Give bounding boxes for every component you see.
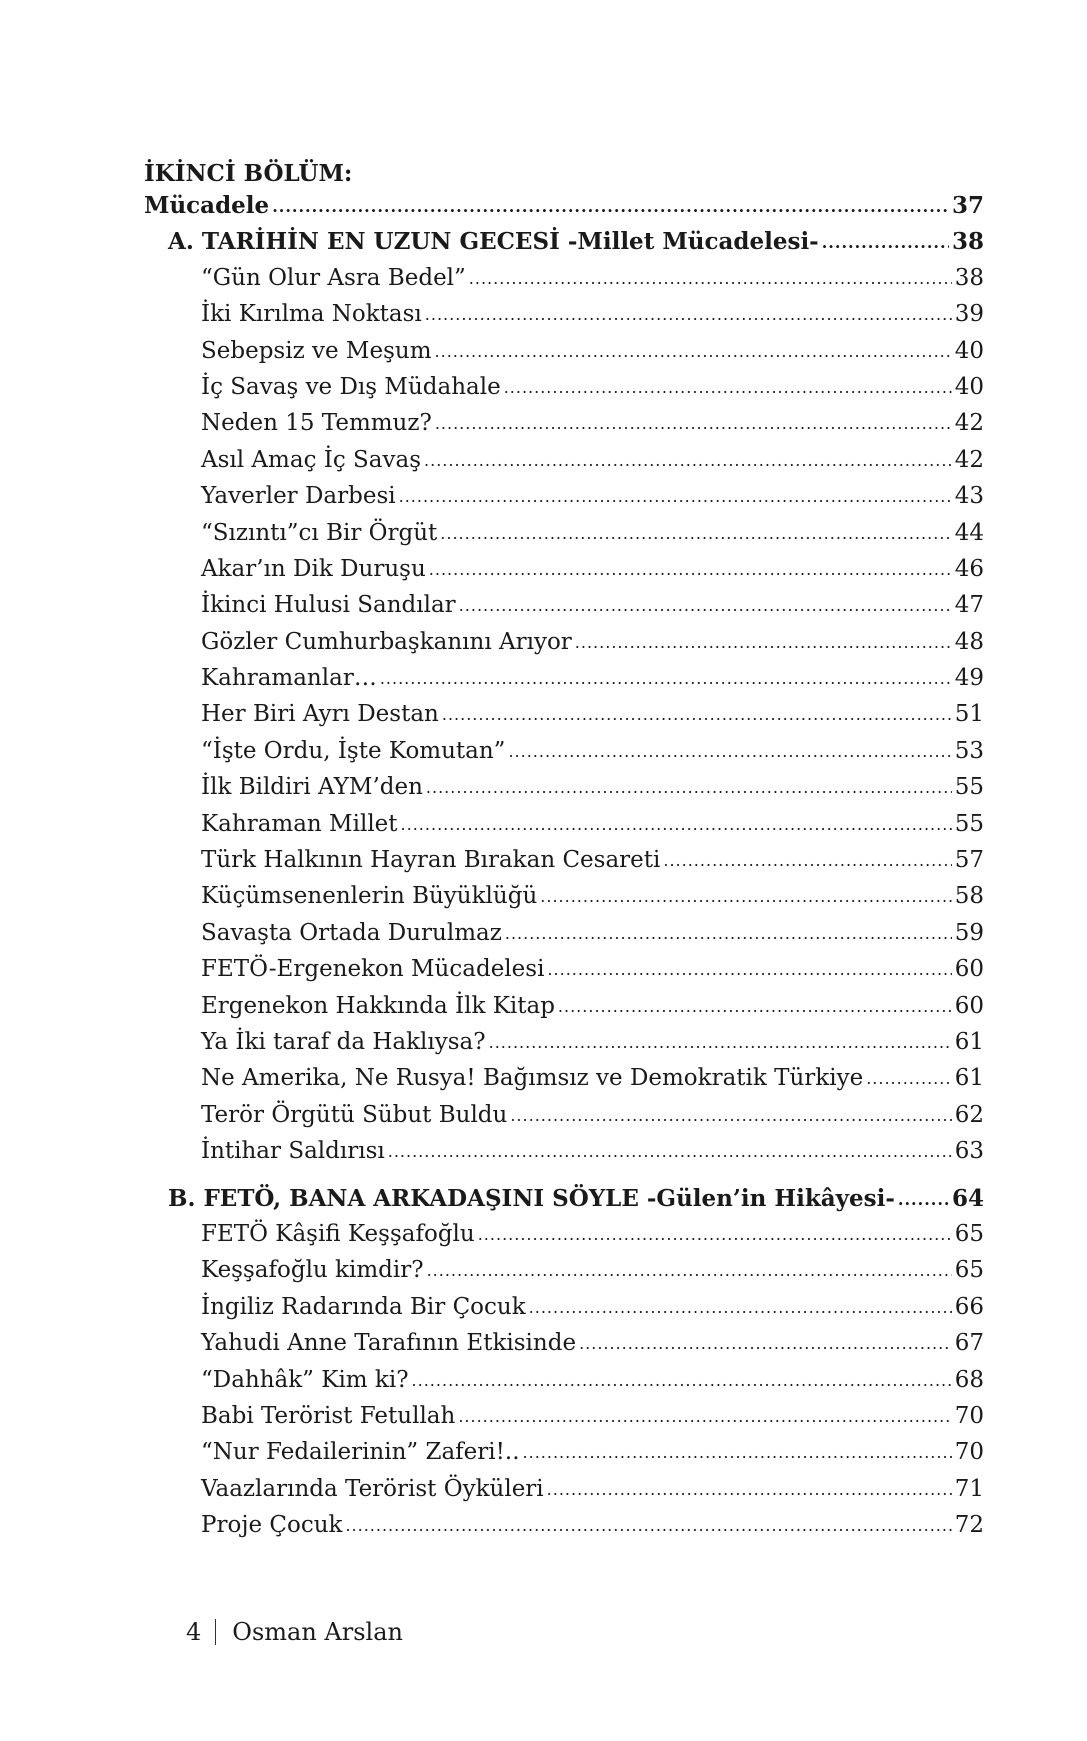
dot-leader (399, 482, 952, 508)
toc-entry (144, 1330, 984, 1366)
dot-leader (459, 591, 952, 617)
toc-entry-page: 42 (954, 410, 984, 437)
toc-entry-page: 40 (954, 373, 984, 400)
toc-entry-title: Kahramanlar… (201, 665, 377, 692)
toc-entry-title: Neden 15 Temmuz? (201, 410, 432, 437)
toc-entry-title: “Dahhâk” Kim ki? (201, 1366, 409, 1393)
dot-leader (401, 810, 952, 836)
toc-entry-page: 60 (954, 956, 984, 983)
toc-entry (144, 301, 984, 337)
toc-entry-page: 62 (954, 1101, 984, 1128)
author-name: Osman Arslan (232, 1618, 403, 1646)
dot-leader (510, 1101, 951, 1127)
toc-entry-title: Gözler Cumhurbaşkanını Arıyor (201, 628, 572, 655)
toc-entry-title: İntihar Saldırısı (201, 1138, 385, 1165)
toc-entry (144, 665, 984, 701)
toc-entry-title: Ne Amerika, Ne Rusya! Bağımsız ve Demokratik Türkiye (201, 1065, 864, 1092)
dot-leader (663, 846, 951, 872)
toc-entry (144, 847, 984, 883)
toc-entry (144, 629, 984, 665)
toc-entry (144, 1512, 984, 1548)
section-heading: İKİNCİ BÖLÜM: (144, 160, 353, 187)
toc-entry-title: Yaverler Darbesi (201, 483, 396, 510)
toc-entry (144, 993, 984, 1029)
dot-leader (380, 664, 952, 690)
dot-leader (489, 1028, 952, 1054)
toc-entry-page: 39 (954, 301, 984, 328)
toc-entry (144, 265, 984, 301)
toc-entry (144, 410, 984, 446)
dot-leader (558, 992, 952, 1018)
toc-entry (144, 1257, 984, 1293)
toc-entry-page: 65 (954, 1257, 984, 1284)
toc-entry (144, 1367, 984, 1403)
dot-leader (442, 700, 952, 726)
toc-entry-title: “Sızıntı”cı Bir Örgüt (201, 519, 438, 546)
toc-entry (144, 883, 984, 919)
toc-entry-title: Akar’ın Dik Duruşu (201, 555, 426, 582)
toc-entry-title: Küçümsenenlerin Büyüklüğü (201, 883, 538, 910)
toc-entry (144, 338, 984, 374)
toc-entry (144, 228, 984, 264)
toc-entry (144, 738, 984, 774)
page-number: 4 (186, 1618, 202, 1646)
toc-entry-title: Vaazlarında Terörist Öyküleri (201, 1475, 544, 1502)
toc-entry-title: Proje Çocuk (201, 1512, 343, 1539)
toc-entry (144, 1221, 984, 1257)
dot-leader (898, 1184, 949, 1211)
toc-entry-page: 44 (954, 519, 984, 546)
toc-entry-title: FETÖ-Ergenekon Mücadelesi (201, 956, 545, 983)
toc-entry (144, 811, 984, 847)
footer-divider (215, 1619, 216, 1645)
dot-leader (469, 264, 952, 290)
toc-entry-title: Savaşta Ortada Durulmaz (201, 919, 502, 946)
dot-leader (540, 882, 951, 908)
toc-entry-page: 70 (954, 1402, 984, 1429)
toc-entry-page: 64 (951, 1184, 984, 1212)
toc-entry (144, 1403, 984, 1439)
toc-entry (144, 1439, 984, 1475)
toc-entry-title: Terör Örgütü Sübut Buldu (201, 1101, 508, 1128)
dot-leader (822, 227, 949, 254)
toc-entry-page: 55 (954, 774, 984, 801)
dot-leader (866, 1064, 952, 1090)
dot-leader (424, 446, 952, 472)
dot-leader (429, 555, 952, 581)
toc-entry (144, 1138, 984, 1174)
toc-entry-page: 70 (954, 1439, 984, 1466)
toc-entry-page: 60 (954, 992, 984, 1019)
toc-entry (144, 1065, 984, 1101)
toc-entry (144, 1294, 984, 1330)
toc-entry (144, 374, 984, 410)
page-footer (186, 1618, 403, 1646)
dot-leader (547, 1475, 952, 1501)
toc-entry-title: A. TARİHİN EN UZUN GECESİ -Millet Mücadelesi- (168, 228, 819, 256)
toc-entry-page: 48 (954, 628, 984, 655)
toc-entry (144, 1029, 984, 1065)
toc-entry-title: “Gün Olur Asra Bedel” (201, 264, 466, 291)
toc-entry (144, 920, 984, 956)
dot-leader (458, 1402, 951, 1428)
toc-entry (144, 592, 984, 628)
toc-entry-title: Ya İki taraf da Haklıysa? (201, 1028, 486, 1055)
dot-leader (547, 955, 951, 981)
toc-entry-page: 55 (954, 810, 984, 837)
toc-entry-page: 42 (954, 446, 984, 473)
toc-entry-title: Yahudi Anne Tarafının Etkisinde (201, 1330, 577, 1357)
table-of-contents (144, 156, 984, 1548)
toc-entry-title: Sebepsiz ve Meşum (201, 337, 432, 364)
dot-leader (272, 191, 949, 218)
toc-entry (144, 774, 984, 810)
toc-entry-title: Türk Halkının Hayran Bırakan Cesareti (201, 847, 661, 874)
toc-entry-title: Babi Terörist Fetullah (201, 1402, 456, 1429)
toc-entry-title: FETÖ Kâşifi Keşşafoğlu (201, 1220, 475, 1247)
toc-entry-page: 37 (951, 192, 984, 219)
toc-entry-page: 58 (954, 883, 984, 910)
toc-entry-title: İki Kırılma Noktası (201, 301, 422, 328)
toc-entry-page: 59 (954, 919, 984, 946)
toc-entry (144, 483, 984, 519)
toc-entry-page: 38 (951, 228, 984, 256)
dot-leader (523, 1438, 952, 1464)
toc-entry-page: 67 (954, 1330, 984, 1357)
dot-leader (427, 1256, 952, 1282)
toc-entry-page: 46 (954, 555, 984, 582)
toc-entry-title: İkinci Hulusi Sandılar (201, 592, 456, 619)
toc-entry-page: 61 (954, 1065, 984, 1092)
toc-entry-page: 61 (954, 1028, 984, 1055)
toc-entry (144, 556, 984, 592)
toc-entry-title: İlk Bildiri AYM’den (201, 774, 423, 801)
toc-entry-title: B. FETÖ, BANA ARKADAŞINI SÖYLE -Gülen’in Hikâyesi- (168, 1184, 895, 1212)
dot-leader (505, 919, 952, 945)
toc-entry-page: 38 (954, 264, 984, 291)
dot-leader (435, 409, 952, 435)
toc-entry-page: 40 (954, 337, 984, 364)
dot-leader (388, 1137, 952, 1163)
dot-leader (425, 300, 952, 326)
dot-leader (508, 737, 951, 763)
toc-entry (144, 192, 984, 228)
toc-entry-page: 53 (954, 737, 984, 764)
toc-entry (144, 1102, 984, 1138)
toc-entry-title: İç Savaş ve Dış Müdahale (201, 373, 501, 400)
toc-entry-title: Mücadele (144, 192, 270, 219)
toc-entry-title: İngiliz Radarında Bir Çocuk (201, 1293, 526, 1320)
toc-entry-title: Her Biri Ayrı Destan (201, 701, 439, 728)
dot-leader (412, 1366, 952, 1392)
dot-leader (575, 628, 952, 654)
toc-entry-page: 63 (954, 1138, 984, 1165)
toc-entry (144, 1185, 984, 1221)
toc-entry-page: 43 (954, 483, 984, 510)
dot-leader (426, 773, 952, 799)
toc-entry-page: 66 (954, 1293, 984, 1320)
toc-entry-title: Keşşafoğlu kimdir? (201, 1257, 424, 1284)
dot-leader (435, 337, 952, 363)
dot-leader (579, 1329, 952, 1355)
toc-entry-page: 72 (954, 1512, 984, 1539)
toc-entry (144, 520, 984, 556)
toc-entry-title: “Nur Fedailerinin” Zaferi!.. (201, 1439, 520, 1466)
dot-leader (478, 1220, 952, 1246)
toc-entry-page: 47 (954, 592, 984, 619)
dot-leader (440, 519, 951, 545)
toc-entry-title: Ergenekon Hakkında İlk Kitap (201, 992, 555, 1019)
toc-entry-page: 65 (954, 1220, 984, 1247)
toc-entry-page: 57 (954, 847, 984, 874)
dot-leader (345, 1511, 951, 1537)
dot-leader (529, 1293, 952, 1319)
toc-entry-title: Kahraman Millet (201, 810, 398, 837)
toc-entry-title: Asıl Amaç İç Savaş (201, 446, 422, 473)
toc-entry-page: 51 (954, 701, 984, 728)
toc-entries (144, 192, 984, 1548)
toc-entry (144, 1476, 984, 1512)
toc-entry-page: 49 (954, 665, 984, 692)
toc-entry (144, 956, 984, 992)
dot-leader (504, 373, 952, 399)
toc-entry-page: 68 (954, 1366, 984, 1393)
toc-entry (144, 447, 984, 483)
toc-entry (144, 701, 984, 737)
toc-entry-page: 71 (954, 1475, 984, 1502)
toc-entry-title: “İşte Ordu, İşte Komutan” (201, 737, 506, 764)
